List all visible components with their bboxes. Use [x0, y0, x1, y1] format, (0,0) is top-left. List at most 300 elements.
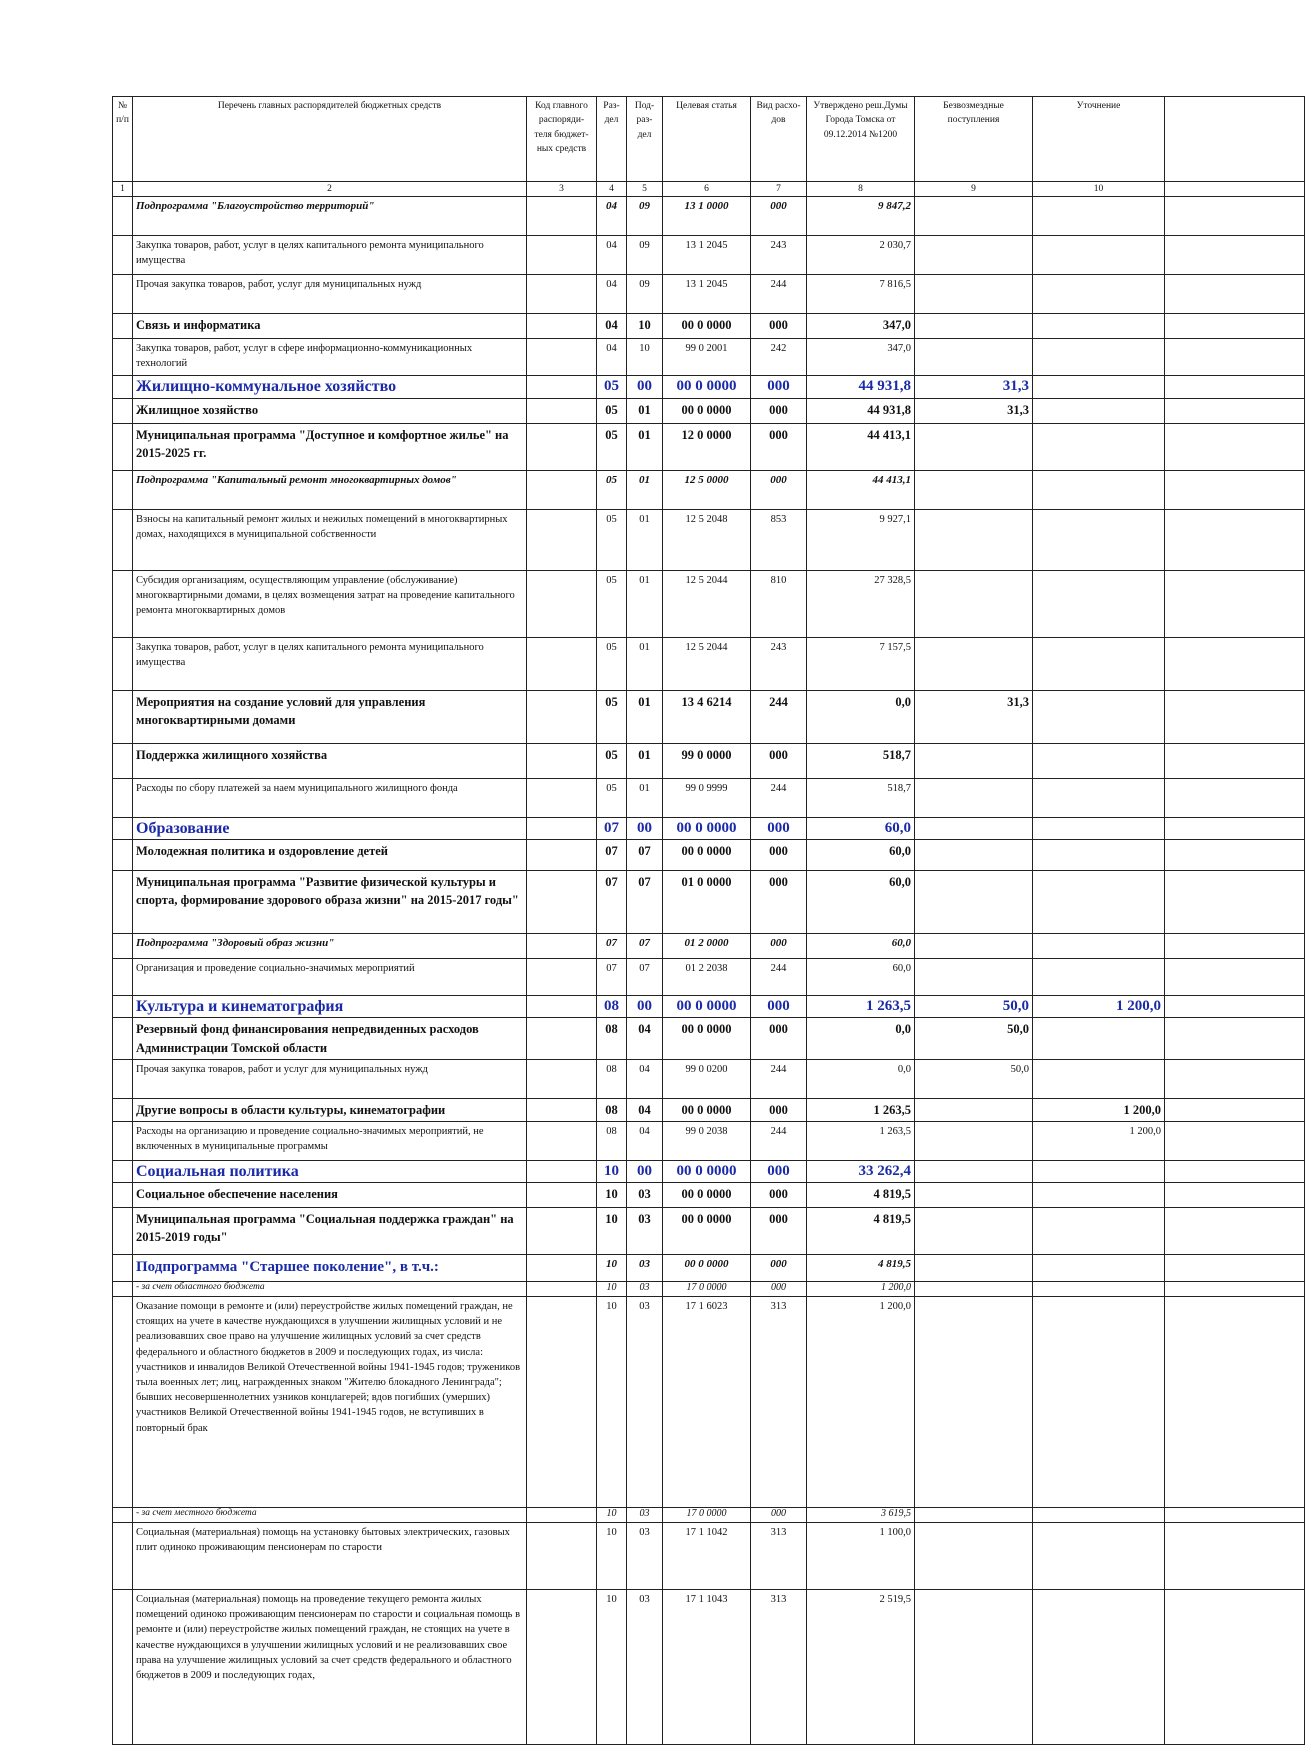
cell-razdel: 05 — [597, 691, 627, 744]
cell-extra — [1165, 236, 1305, 275]
cell-name: Подпрограмма "Старшее поколение", в т.ч.: — [133, 1254, 527, 1281]
cell-name: Мероприятия на создание условий для управления многоквартирными домами — [133, 691, 527, 744]
cell-podrazdel: 09 — [627, 275, 663, 314]
cell-no — [113, 840, 133, 871]
cell-free — [915, 779, 1033, 818]
cell-free — [915, 1507, 1033, 1522]
cell-no — [113, 638, 133, 691]
cell-extra — [1165, 1522, 1305, 1589]
colnum-2: 2 — [133, 182, 527, 197]
cell-podrazdel: 01 — [627, 779, 663, 818]
cell-code — [527, 1507, 597, 1522]
cell-exptype: 244 — [751, 779, 807, 818]
cell-podrazdel: 07 — [627, 871, 663, 934]
cell-free — [915, 275, 1033, 314]
cell-no — [113, 314, 133, 339]
cell-no — [113, 1254, 133, 1281]
cell-target: 12 0 0000 — [663, 424, 751, 471]
cell-code — [527, 871, 597, 934]
cell-name: Организация и проведение социально-значимых мероприятий — [133, 959, 527, 996]
column-number-row — [113, 182, 1305, 197]
cell-podrazdel: 01 — [627, 571, 663, 638]
colnum-3: 3 — [527, 182, 597, 197]
cell-target: 12 5 2044 — [663, 571, 751, 638]
cell-exptype: 000 — [751, 840, 807, 871]
cell-code — [527, 744, 597, 779]
cell-name: Социальная политика — [133, 1160, 527, 1182]
cell-razdel: 04 — [597, 197, 627, 236]
cell-name: Субсидия организациям, осуществляющим управление (обслуживание) многоквартирными домами, в целях возмещения затрат на проведение капитального ремонта многоквартирных домов — [133, 571, 527, 638]
cell-razdel: 10 — [597, 1281, 627, 1296]
cell-target: 99 0 0200 — [663, 1059, 751, 1098]
cell-razdel: 10 — [597, 1296, 627, 1507]
cell-exptype: 000 — [751, 197, 807, 236]
cell-podrazdel: 00 — [627, 1160, 663, 1182]
cell-name: Муниципальная программа "Социальная поддержка граждан" на 2015-2019 годы" — [133, 1207, 527, 1254]
cell-no — [113, 471, 133, 510]
cell-podrazdel: 00 — [627, 818, 663, 840]
cell-code — [527, 1121, 597, 1160]
cell-approved: 3 619,5 — [807, 1507, 915, 1522]
cell-approved: 44 413,1 — [807, 471, 915, 510]
cell-no — [113, 1507, 133, 1522]
cell-target: 00 0 0000 — [663, 818, 751, 840]
cell-no — [113, 275, 133, 314]
cell-code — [527, 1281, 597, 1296]
cell-name: Другие вопросы в области культуры, кинематографии — [133, 1098, 527, 1121]
cell-target: 13 4 6214 — [663, 691, 751, 744]
cell-clarif — [1033, 1018, 1165, 1059]
cell-clarif — [1033, 959, 1165, 996]
cell-no — [113, 818, 133, 840]
table-row — [113, 1296, 1305, 1507]
cell-approved: 9 847,2 — [807, 197, 915, 236]
cell-approved: 1 263,5 — [807, 996, 915, 1018]
cell-exptype: 000 — [751, 871, 807, 934]
cell-target: 00 0 0000 — [663, 1207, 751, 1254]
table-row — [113, 314, 1305, 339]
cell-free — [915, 1589, 1033, 1744]
cell-code — [527, 339, 597, 376]
cell-exptype: 244 — [751, 1121, 807, 1160]
cell-name: Молодежная политика и оздоровление детей — [133, 840, 527, 871]
cell-code — [527, 638, 597, 691]
cell-approved: 60,0 — [807, 959, 915, 996]
cell-clarif: 1 200,0 — [1033, 996, 1165, 1018]
cell-approved: 347,0 — [807, 339, 915, 376]
cell-clarif — [1033, 744, 1165, 779]
cell-name: Прочая закупка товаров, работ, услуг для муниципальных нужд — [133, 275, 527, 314]
cell-exptype: 244 — [751, 691, 807, 744]
table-row — [113, 779, 1305, 818]
header-approved: Утверждено реш.Думы Города Томска от 09.12.2014 №1200 — [807, 97, 915, 182]
cell-free — [915, 571, 1033, 638]
cell-extra — [1165, 638, 1305, 691]
cell-name: Подпрограмма "Капитальный ремонт многоквартирных домов" — [133, 471, 527, 510]
cell-clarif — [1033, 1507, 1165, 1522]
budget-table — [112, 96, 1305, 1745]
cell-free: 50,0 — [915, 1059, 1033, 1098]
cell-podrazdel: 04 — [627, 1121, 663, 1160]
cell-approved: 44 931,8 — [807, 376, 915, 399]
table-row — [113, 1098, 1305, 1121]
cell-razdel: 08 — [597, 996, 627, 1018]
cell-razdel: 07 — [597, 840, 627, 871]
cell-code — [527, 1589, 597, 1744]
cell-razdel: 08 — [597, 1018, 627, 1059]
cell-approved: 1 100,0 — [807, 1522, 915, 1589]
cell-code — [527, 376, 597, 399]
cell-clarif: 1 200,0 — [1033, 1121, 1165, 1160]
cell-extra — [1165, 1281, 1305, 1296]
cell-clarif — [1033, 1059, 1165, 1098]
cell-name: Поддержка жилищного хозяйства — [133, 744, 527, 779]
cell-podrazdel: 07 — [627, 934, 663, 959]
cell-clarif — [1033, 691, 1165, 744]
cell-no — [113, 1589, 133, 1744]
table-row — [113, 691, 1305, 744]
cell-extra — [1165, 1098, 1305, 1121]
cell-razdel: 04 — [597, 339, 627, 376]
cell-razdel: 10 — [597, 1182, 627, 1207]
cell-approved: 60,0 — [807, 871, 915, 934]
cell-clarif — [1033, 1281, 1165, 1296]
cell-clarif — [1033, 638, 1165, 691]
cell-razdel: 04 — [597, 236, 627, 275]
cell-extra — [1165, 818, 1305, 840]
table-row — [113, 1121, 1305, 1160]
cell-free — [915, 871, 1033, 934]
colnum-1: 1 — [113, 182, 133, 197]
cell-podrazdel: 03 — [627, 1589, 663, 1744]
table-row — [113, 959, 1305, 996]
table-header-row — [113, 97, 1305, 182]
header-code: Код главного распоряди- теля бюджет- ных средств — [527, 97, 597, 182]
cell-name: Оказание помощи в ремонте и (или) переустройстве жилых помещений граждан, не стоящих на учете в качестве нуждающихся в улучшении жилищных условий и не реализовавших свое право на улучшение жилищных условий за счет средств федерального и областного бюджетов в 2009 и последующих годах, из числа: участников и инвалидов Великой Отечественной войны 1941-1945 годов; тружеников тыла военных лет; лиц, награжденных знаком "Жителю блокадного Ленинграда"; бывших несовершеннолетних узников концлагерей; вдов погибших (умерших) участников Великой Отечественной войны 1941-1945 годов, не вступивших в повторный брак — [133, 1296, 527, 1507]
cell-target: 17 1 1043 — [663, 1589, 751, 1744]
cell-name: Подпрограмма "Здоровый образ жизни" — [133, 934, 527, 959]
cell-extra — [1165, 779, 1305, 818]
header-podrazdel: Под- раз- дел — [627, 97, 663, 182]
cell-podrazdel: 10 — [627, 314, 663, 339]
cell-exptype: 853 — [751, 510, 807, 571]
cell-extra — [1165, 959, 1305, 996]
budget-table-sheet — [112, 96, 1275, 1682]
cell-free — [915, 1207, 1033, 1254]
cell-target: 13 1 2045 — [663, 236, 751, 275]
cell-code — [527, 275, 597, 314]
cell-clarif — [1033, 1589, 1165, 1744]
cell-razdel: 10 — [597, 1160, 627, 1182]
cell-extra — [1165, 376, 1305, 399]
cell-approved: 0,0 — [807, 691, 915, 744]
cell-name: Закупка товаров, работ, услуг в сфере информационно-коммуникационных технологий — [133, 339, 527, 376]
cell-free — [915, 744, 1033, 779]
cell-podrazdel: 09 — [627, 197, 663, 236]
cell-approved: 60,0 — [807, 818, 915, 840]
cell-approved: 9 927,1 — [807, 510, 915, 571]
cell-target: 99 0 9999 — [663, 779, 751, 818]
cell-extra — [1165, 197, 1305, 236]
cell-name: Расходы на организацию и проведение социально-значимых мероприятий, не включенных в муниципальные программы — [133, 1121, 527, 1160]
cell-podrazdel: 01 — [627, 691, 663, 744]
cell-podrazdel: 03 — [627, 1182, 663, 1207]
table-row — [113, 1018, 1305, 1059]
cell-exptype: 000 — [751, 1507, 807, 1522]
table-row — [113, 424, 1305, 471]
cell-target: 00 0 0000 — [663, 1018, 751, 1059]
cell-razdel: 05 — [597, 779, 627, 818]
cell-target: 00 0 0000 — [663, 996, 751, 1018]
colnum-7: 7 — [751, 182, 807, 197]
cell-podrazdel: 03 — [627, 1281, 663, 1296]
cell-approved: 44 413,1 — [807, 424, 915, 471]
colnum-5: 5 — [627, 182, 663, 197]
cell-code — [527, 1522, 597, 1589]
cell-razdel: 07 — [597, 871, 627, 934]
cell-no — [113, 399, 133, 424]
cell-target: 17 1 1042 — [663, 1522, 751, 1589]
cell-razdel: 07 — [597, 818, 627, 840]
cell-extra — [1165, 424, 1305, 471]
cell-clarif — [1033, 779, 1165, 818]
cell-clarif — [1033, 399, 1165, 424]
cell-razdel: 05 — [597, 571, 627, 638]
cell-podrazdel: 09 — [627, 236, 663, 275]
cell-no — [113, 934, 133, 959]
cell-razdel: 10 — [597, 1522, 627, 1589]
cell-target: 00 0 0000 — [663, 1098, 751, 1121]
table-row — [113, 1160, 1305, 1182]
cell-code — [527, 1160, 597, 1182]
cell-exptype: 243 — [751, 638, 807, 691]
cell-exptype: 000 — [751, 471, 807, 510]
cell-extra — [1165, 1182, 1305, 1207]
cell-name: Социальная (материальная) помощь на проведение текущего ремонта жилых помещений одиноко проживающим пенсионерам по старости и социальная помощь в ремонте и (или) переустройстве жилых помещений граждан, не стоящих на учете в качестве нуждающихся в улучшении жилищных условий и не реализовавших свое права на улучшение жилищных условий за счет средств федерального и областного бюджетов в 2009 и последующих годах, — [133, 1589, 527, 1744]
cell-free — [915, 197, 1033, 236]
cell-extra — [1165, 744, 1305, 779]
cell-code — [527, 236, 597, 275]
cell-target: 13 1 2045 — [663, 275, 751, 314]
cell-free — [915, 424, 1033, 471]
cell-extra — [1165, 996, 1305, 1018]
cell-exptype: 313 — [751, 1522, 807, 1589]
cell-target: 17 0 0000 — [663, 1281, 751, 1296]
cell-exptype: 244 — [751, 1059, 807, 1098]
cell-target: 00 0 0000 — [663, 1182, 751, 1207]
cell-approved: 33 262,4 — [807, 1160, 915, 1182]
cell-exptype: 000 — [751, 744, 807, 779]
cell-free — [915, 510, 1033, 571]
cell-razdel: 08 — [597, 1121, 627, 1160]
cell-target: 01 2 2038 — [663, 959, 751, 996]
cell-no — [113, 1121, 133, 1160]
table-row — [113, 744, 1305, 779]
cell-exptype: 000 — [751, 1018, 807, 1059]
cell-razdel: 04 — [597, 275, 627, 314]
header-free: Безвозмездные поступления — [915, 97, 1033, 182]
table-row — [113, 1522, 1305, 1589]
cell-target: 01 0 0000 — [663, 871, 751, 934]
cell-extra — [1165, 275, 1305, 314]
cell-no — [113, 871, 133, 934]
cell-code — [527, 571, 597, 638]
cell-code — [527, 314, 597, 339]
cell-clarif — [1033, 275, 1165, 314]
cell-name: Жилищно-коммунальное хозяйство — [133, 376, 527, 399]
cell-code — [527, 1296, 597, 1507]
table-row — [113, 1182, 1305, 1207]
cell-extra — [1165, 1507, 1305, 1522]
cell-approved: 1 263,5 — [807, 1121, 915, 1160]
table-row — [113, 934, 1305, 959]
table-row — [113, 197, 1305, 236]
cell-clarif — [1033, 818, 1165, 840]
cell-code — [527, 996, 597, 1018]
table-row — [113, 996, 1305, 1018]
cell-extra — [1165, 871, 1305, 934]
cell-podrazdel: 03 — [627, 1522, 663, 1589]
cell-podrazdel: 00 — [627, 376, 663, 399]
cell-free — [915, 1098, 1033, 1121]
header-clarif: Уточнение — [1033, 97, 1165, 182]
cell-extra — [1165, 510, 1305, 571]
table-body — [113, 197, 1305, 1745]
cell-code — [527, 424, 597, 471]
cell-extra — [1165, 840, 1305, 871]
cell-exptype: 000 — [751, 376, 807, 399]
cell-razdel: 10 — [597, 1207, 627, 1254]
colnum-11 — [1165, 182, 1305, 197]
cell-no — [113, 996, 133, 1018]
header-exptype: Вид расхо- дов — [751, 97, 807, 182]
cell-code — [527, 779, 597, 818]
cell-exptype: 244 — [751, 275, 807, 314]
cell-podrazdel: 01 — [627, 471, 663, 510]
cell-target: 99 0 2001 — [663, 339, 751, 376]
cell-razdel: 07 — [597, 934, 627, 959]
cell-clarif — [1033, 1207, 1165, 1254]
cell-exptype: 244 — [751, 959, 807, 996]
cell-no — [113, 1059, 133, 1098]
cell-code — [527, 934, 597, 959]
table-row — [113, 1589, 1305, 1744]
cell-target: 00 0 0000 — [663, 1254, 751, 1281]
cell-code — [527, 1059, 597, 1098]
cell-target: 00 0 0000 — [663, 840, 751, 871]
cell-code — [527, 818, 597, 840]
cell-free — [915, 1281, 1033, 1296]
cell-clarif — [1033, 1160, 1165, 1182]
cell-approved: 1 200,0 — [807, 1296, 915, 1507]
cell-target: 12 5 0000 — [663, 471, 751, 510]
cell-approved: 60,0 — [807, 840, 915, 871]
cell-free — [915, 1182, 1033, 1207]
cell-approved: 4 819,5 — [807, 1182, 915, 1207]
colnum-9: 9 — [915, 182, 1033, 197]
cell-free — [915, 314, 1033, 339]
cell-name: Подпрограмма "Благоустройство территорий" — [133, 197, 527, 236]
cell-exptype: 000 — [751, 1207, 807, 1254]
cell-name: - за счет местного бюджета — [133, 1507, 527, 1522]
cell-clarif — [1033, 314, 1165, 339]
cell-razdel: 05 — [597, 510, 627, 571]
cell-name: Закупка товаров, работ, услуг в целях капитального ремонта муниципального имущества — [133, 236, 527, 275]
cell-name: - за счет областного бюджета — [133, 1281, 527, 1296]
cell-clarif — [1033, 571, 1165, 638]
cell-exptype: 242 — [751, 339, 807, 376]
cell-code — [527, 1018, 597, 1059]
cell-name: Связь и информатика — [133, 314, 527, 339]
cell-podrazdel: 07 — [627, 959, 663, 996]
cell-podrazdel: 03 — [627, 1507, 663, 1522]
cell-extra — [1165, 1589, 1305, 1744]
cell-code — [527, 1207, 597, 1254]
table-row — [113, 1254, 1305, 1281]
cell-exptype: 000 — [751, 1160, 807, 1182]
cell-free — [915, 1160, 1033, 1182]
cell-razdel: 10 — [597, 1589, 627, 1744]
cell-razdel: 05 — [597, 424, 627, 471]
cell-target: 99 0 2038 — [663, 1121, 751, 1160]
cell-code — [527, 399, 597, 424]
cell-razdel: 07 — [597, 959, 627, 996]
cell-approved: 1 200,0 — [807, 1281, 915, 1296]
cell-exptype: 000 — [751, 934, 807, 959]
cell-clarif — [1033, 1522, 1165, 1589]
cell-extra — [1165, 471, 1305, 510]
cell-name: Муниципальная программа "Развитие физической культуры и спорта, формирование здорового образа жизни" на 2015-2017 годы" — [133, 871, 527, 934]
cell-exptype: 000 — [751, 996, 807, 1018]
cell-exptype: 000 — [751, 399, 807, 424]
cell-no — [113, 744, 133, 779]
cell-no — [113, 424, 133, 471]
colnum-6: 6 — [663, 182, 751, 197]
table-row — [113, 339, 1305, 376]
cell-approved: 4 819,5 — [807, 1207, 915, 1254]
table-row — [113, 638, 1305, 691]
cell-no — [113, 236, 133, 275]
cell-target: 12 5 2048 — [663, 510, 751, 571]
cell-target: 17 1 6023 — [663, 1296, 751, 1507]
cell-code — [527, 471, 597, 510]
cell-name: Жилищное хозяйство — [133, 399, 527, 424]
table-row — [113, 818, 1305, 840]
cell-podrazdel: 03 — [627, 1207, 663, 1254]
cell-no — [113, 1182, 133, 1207]
cell-target: 01 2 0000 — [663, 934, 751, 959]
table-row — [113, 1207, 1305, 1254]
cell-podrazdel: 04 — [627, 1018, 663, 1059]
colnum-10: 10 — [1033, 182, 1165, 197]
cell-code — [527, 1254, 597, 1281]
cell-razdel: 10 — [597, 1254, 627, 1281]
cell-extra — [1165, 691, 1305, 744]
table-row — [113, 1507, 1305, 1522]
table-row — [113, 1059, 1305, 1098]
cell-free: 31,3 — [915, 399, 1033, 424]
cell-free — [915, 638, 1033, 691]
table-row — [113, 275, 1305, 314]
cell-no — [113, 1018, 133, 1059]
cell-no — [113, 1098, 133, 1121]
cell-code — [527, 840, 597, 871]
cell-exptype: 000 — [751, 818, 807, 840]
cell-free — [915, 471, 1033, 510]
cell-free: 31,3 — [915, 376, 1033, 399]
cell-approved: 7 157,5 — [807, 638, 915, 691]
cell-approved: 518,7 — [807, 779, 915, 818]
